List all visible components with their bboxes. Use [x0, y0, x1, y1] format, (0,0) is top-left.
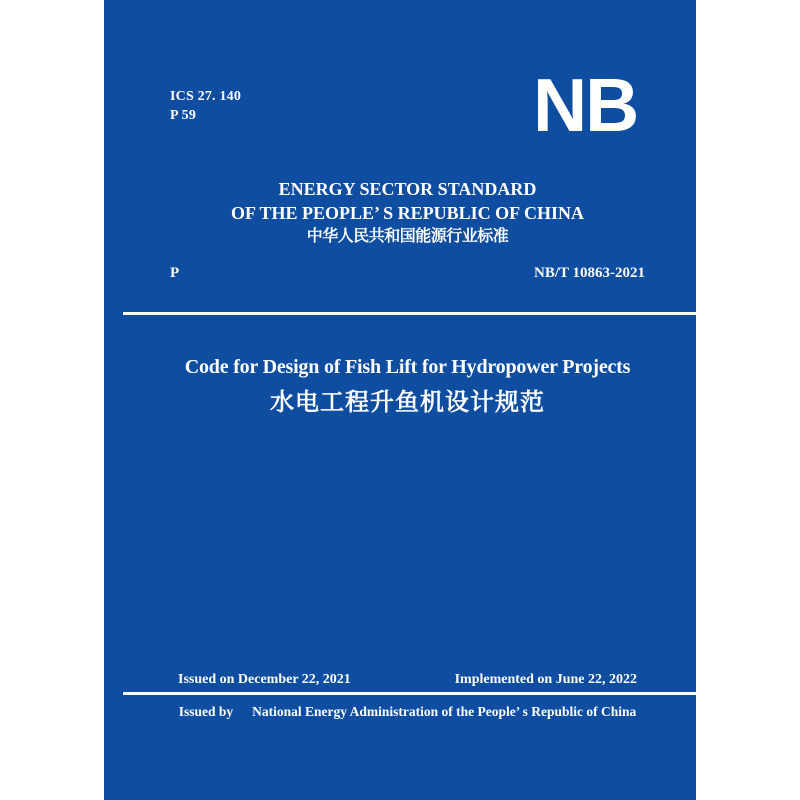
ics-code: ICS 27. 140 [170, 89, 242, 104]
standard-number: NB/T 10863-2021 [534, 265, 645, 281]
divider-line-bottom [123, 692, 696, 695]
ics-block [170, 87, 241, 125]
doc-class-letter: P [170, 265, 180, 281]
standard-cover [104, 0, 696, 800]
dates-row [170, 670, 645, 690]
org-heading-en-line2: OF THE PEOPLE’ S REPUBLIC OF CHINA [230, 203, 585, 223]
org-heading [170, 177, 645, 249]
nb-logo: NB [533, 63, 638, 147]
issued-by-label: Issued by [178, 704, 234, 719]
org-heading-cn: 中华人民共和国能源行业标准 [306, 228, 509, 245]
classification-row [170, 262, 645, 284]
divider-line-top [123, 312, 696, 315]
org-heading-en-line1: ENERGY SECTOR STANDARD [278, 179, 537, 199]
implemented-date: Implemented on June 22, 2022 [454, 672, 637, 687]
classification-code: P 59 [170, 108, 197, 123]
issuer-row [170, 702, 645, 722]
title-english: Code for Design of Fish Lift for Hydropower Projects [184, 356, 631, 378]
title-chinese: 水电工程升鱼机设计规范 [270, 389, 545, 416]
issuer-name: National Energy Administration of the People’ s Republic of China [252, 704, 637, 719]
issued-date: Issued on December 22, 2021 [178, 672, 351, 687]
